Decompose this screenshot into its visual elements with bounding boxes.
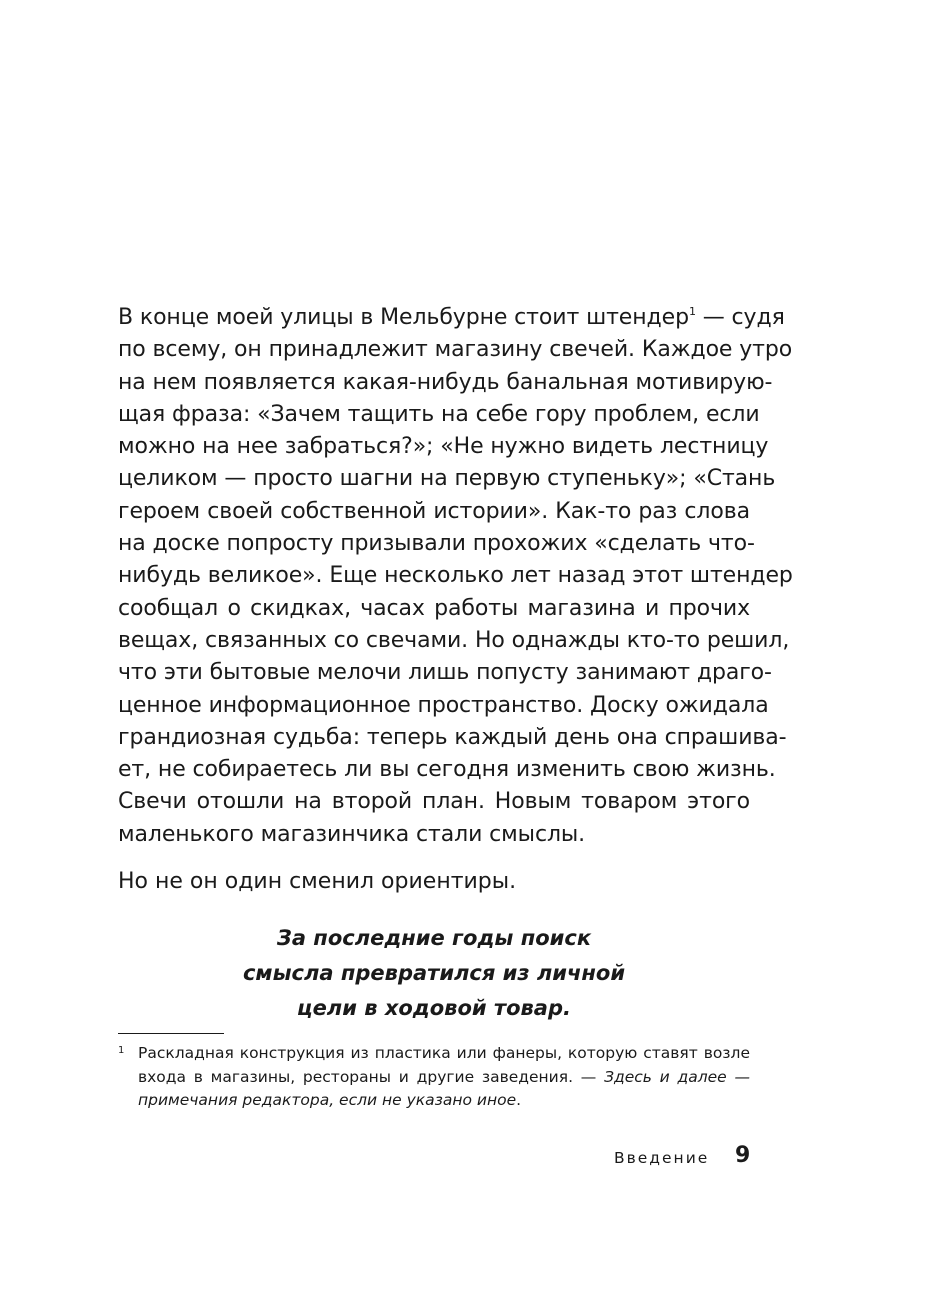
paragraph-line-1: В конце моей улицы в Мельбурне стоит штендер$^1$ — судя: [118, 305, 785, 330]
paragraph-line: сообщал о скидках, часах работы магазина и прочих: [118, 595, 750, 621]
page-number: 9: [735, 1143, 751, 1168]
paragraph-line: целиком — просто шагни на первую ступеньку»; «Стань: [118, 466, 776, 492]
second-paragraph: Но не он один сменил ориентиры.: [118, 869, 517, 894]
footnote-reference[interactable]: 1: [688, 305, 696, 318]
pull-quote-line: смысла превратился из личной: [242, 961, 626, 985]
paragraph-line: ет, не собираетесь ли вы сегодня изменить свою жизнь.: [118, 757, 776, 783]
footnote-line: Раскладная конструкция из пластика или фанеры, которую ставят возле: [138, 1044, 750, 1062]
paragraph-line: по всему, он принадлежит магазину свечей. Каждое утро: [118, 337, 793, 363]
paragraph-line: маленького магазинчика стали смыслы.: [118, 821, 586, 847]
paragraph-line: героем своей собственной истории». Как-то раз слова: [118, 498, 750, 524]
paragraph-line: нибудь великое». Еще несколько лет назад этот штендер: [118, 563, 793, 589]
footnote-line: входа в магазины, рестораны и другие заведения. — Здесь и далее —: [138, 1067, 750, 1086]
pull-quote: [118, 921, 750, 1026]
paragraph-line: можно на нее забраться?»; «Не нужно видеть лестницу: [118, 434, 769, 460]
paragraph-line: вещах, связанных со свечами. Но однажды кто-то решил,: [118, 627, 790, 653]
footnote-marker: 1: [118, 1045, 125, 1056]
paragraph-line: грандиозная судьба: теперь каждый день она спрашива-: [118, 724, 787, 750]
paragraph-line: что эти бытовые мелочи лишь попусту занимают драго-: [118, 660, 772, 686]
pull-quote-line: цели в ходовой товар.: [297, 996, 571, 1020]
footnote: [118, 1042, 750, 1113]
footnote-divider: [118, 1033, 224, 1034]
footnote-line: примечания редактора, если не указано иное.: [138, 1091, 522, 1109]
paragraph-line: щая фраза: «Зачем тащить на себе гору проблем, если: [118, 401, 760, 427]
paragraph-line: на доске попросту призывали прохожих «сделать что-: [118, 531, 755, 557]
paragraph-line: Свечи отошли на второй план. Новым товаром этого: [118, 789, 750, 815]
paragraph-line: ценное информационное пространство. Доску ожидала: [118, 692, 769, 718]
running-head: Введение: [614, 1149, 710, 1167]
paragraph-line: на нем появляется какая-нибудь банальная мотивирую-: [118, 369, 773, 395]
main-paragraph: [118, 302, 793, 851]
pull-quote-line: За последние годы поиск: [276, 926, 592, 950]
